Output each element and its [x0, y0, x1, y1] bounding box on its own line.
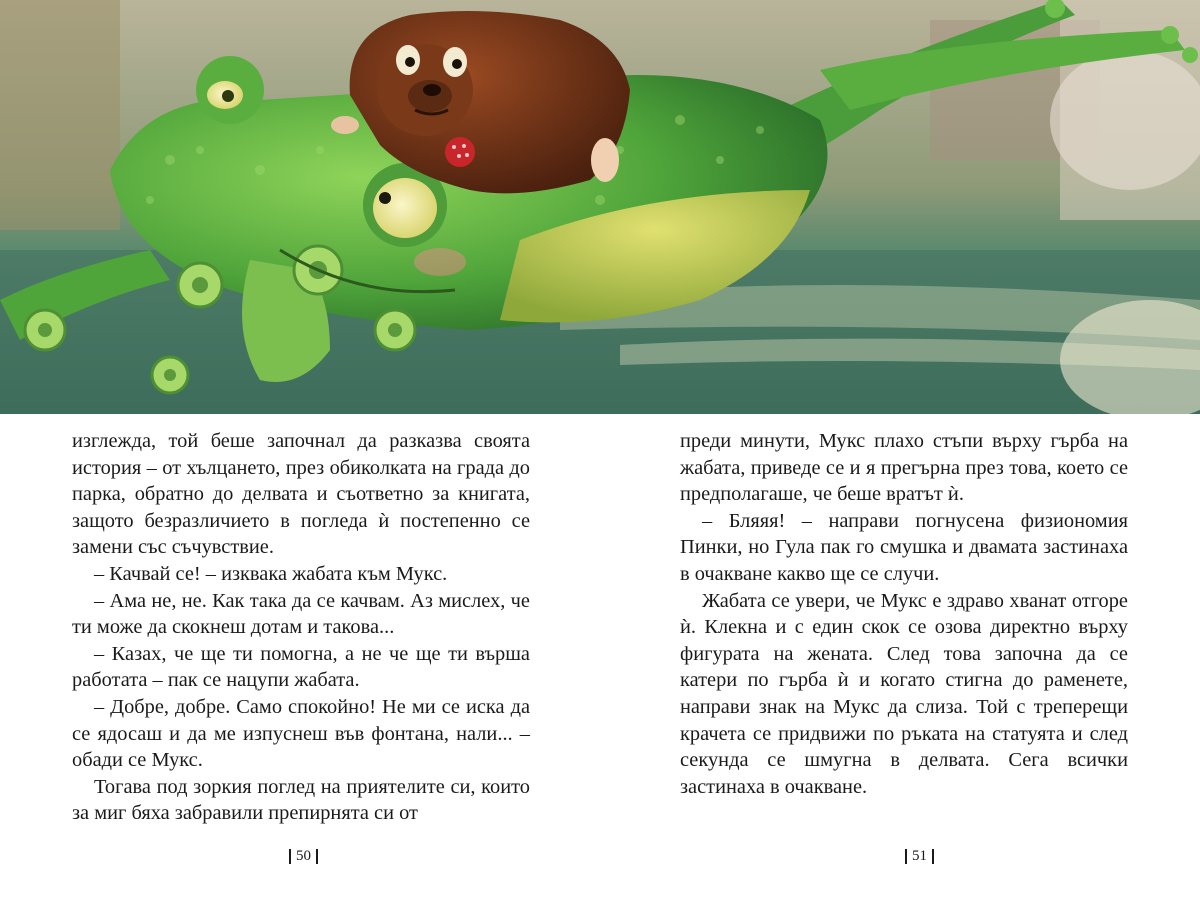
paragraph: – Казах, че ще ти помогна, а не че ще ти върша работата – пак се нацупи жабата. — [72, 642, 530, 692]
paragraph: Тогава под зоркия поглед на приятелите си, които за миг бяха забравили препирнята си от — [72, 775, 530, 825]
paragraph: преди минути, Мукс плахо стъпи върху гърба на жабата, приведе се и я прегърна през това, което се предполагаше, че беше вратът ѝ. — [680, 430, 1128, 506]
folio-bar — [289, 849, 291, 864]
page-number: 51 — [912, 848, 927, 864]
left-page — [72, 428, 530, 827]
folio-bar — [316, 849, 318, 864]
paragraph: изглежда, той беше започнал да разказва своята история – от хълцането, през обиколката на града до парка, обратно до делвата и съответно за книгата, защото безразличието в погледа ѝ постепенно се замени със съчувствие. — [72, 430, 530, 559]
paragraph: – Бляяя! – направи погнусена физиономия Пинки, но Гула пак го смушка и двамата застинаха в очакване какво ще се случи. — [680, 509, 1128, 585]
paragraph: – Ама не, не. Как така да се качвам. Аз мислех, че ти може да скокнеш дотам и такова... — [72, 589, 530, 639]
paragraph: Жабата се увери, че Мукс е здраво хванат отгоре ѝ. Клекна и с един скок се озова директно върху фигурата на жената. След това започна да се катери по гърба ѝ и когато стигна до раменете, направи знак на Мукс да слиза. Той с треперещи крачета се придвижи по ръката на статуята и след секунда се шмугна в делвата. Сега всички застинаха в очакване. — [680, 589, 1128, 798]
folio-bar — [932, 849, 934, 864]
creature-foot — [591, 138, 619, 182]
right-page — [680, 428, 1128, 800]
page-number-left — [289, 848, 318, 865]
frog-eye-right — [373, 178, 437, 238]
book-illustration — [0, 0, 1200, 414]
paragraph: – Добре, добре. Само спокойно! Не ми се иска да се ядосаш и да ме изпуснеш във фонтана, нали... – обади се Мукс. — [72, 695, 530, 772]
paragraph: – Качвай се! – изквака жабата към Мукс. — [94, 562, 448, 585]
page-number: 50 — [296, 848, 311, 864]
page-number-right — [905, 848, 934, 865]
folio-bar — [905, 849, 907, 864]
strawberry — [445, 137, 475, 167]
frog-and-creature-illustration — [0, 0, 1200, 414]
